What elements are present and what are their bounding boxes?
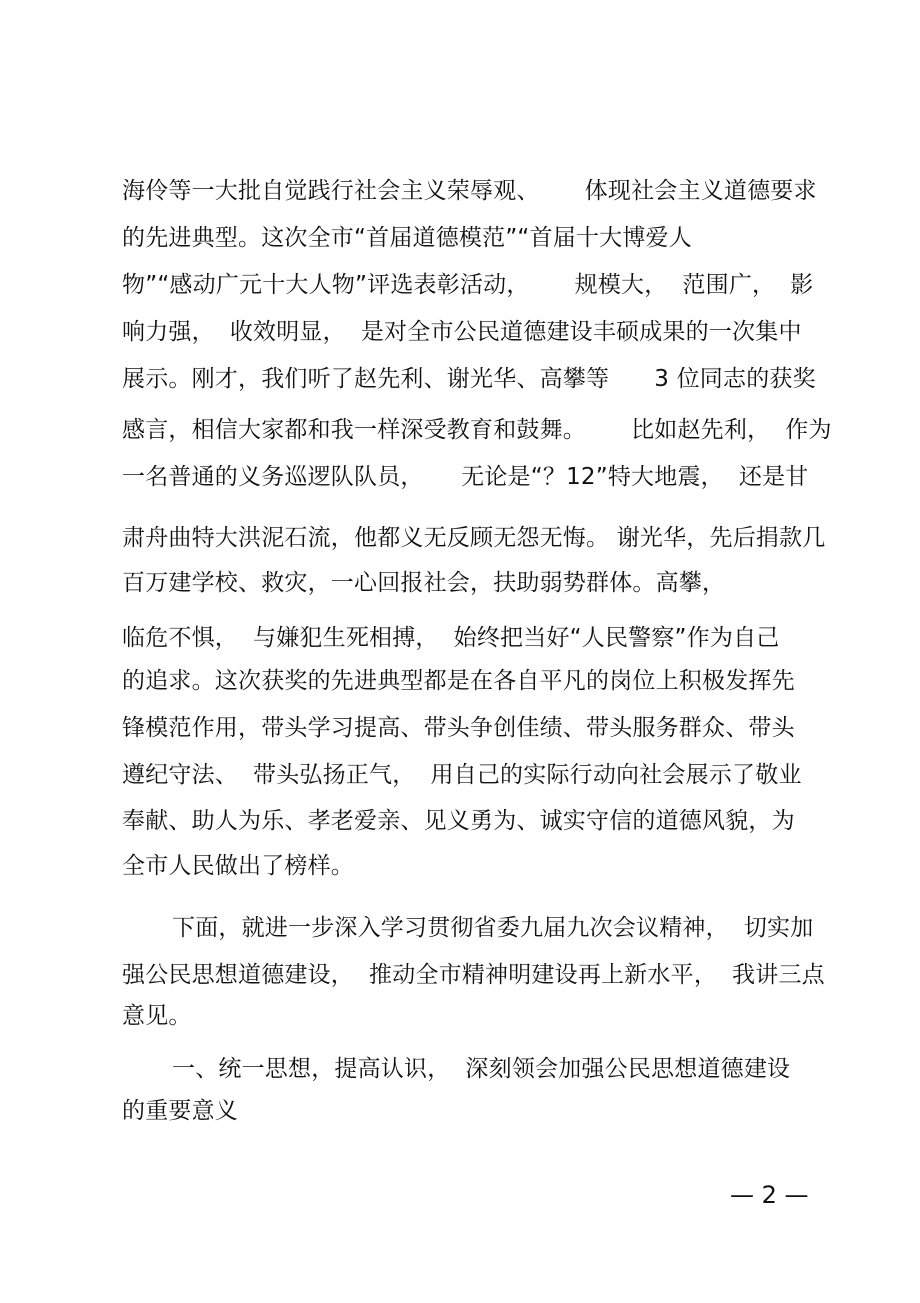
section-heading-line: 一、统一思想，提高认识， 深刻领会加强公民思想道德建设 [172,1056,791,1082]
body-text-line: 的追求。这次获奖的先进典型都是在各自平凡的岗位上积极发挥先 [122,668,795,694]
body-text-line: 感言，相信大家都和我一样深受教育和鼓舞。 比如赵先利， 作为 [122,417,832,443]
body-text-line: 一名普通的义务巡逻队队员， 无论是“？12”特大地震， 还是甘 [122,464,809,490]
body-text-line: 展示。刚才，我们听了赵先利、谢光华、高攀等 3 位同志的获奖 [122,366,816,392]
body-text-line: 的先进典型。这次全市“首届道德模范”“首届十大博爱人 [122,225,692,251]
body-text-line: 物”“感动广元十大人物”评选表彰活动， 规模大， 范围广， 影 [122,272,814,298]
section-heading-line: 的重要意义 [122,1098,238,1124]
body-text-line: 下面，就进一步深入学习贯彻省委九届九次会议精神， 切实加 [172,915,814,941]
body-text-line: 奉献、助人为乐、孝老爱亲、见义勇为、诚实守信的道德风貌，为 [122,808,795,834]
body-text-line: 意见。 [122,1003,192,1029]
body-text-line: 全市人民做出了榜样。 [122,853,354,879]
body-text-line: 锋模范作用，带头学习提高、带头争创佳绩、带头服务群众、带头 [122,715,795,741]
body-text-line: 肃舟曲特大洪泥石流，他都义无反顾无怨无悔。 谢光华，先后捐款几 [122,525,826,551]
body-text-line: 强公民思想道德建设， 推动全市精神明建设再上新水平， 我讲三点 [122,962,825,988]
body-text-line: 百万建学校、救灾，一心回报社会，扶助弱势群体。高攀， [122,570,726,596]
body-text-line: 临危不惧， 与嫌犯生死相搏， 始终把当好“人民警察”作为自己 [122,625,780,651]
body-text-line: 遵纪守法、 带头弘扬正气， 用自己的实际行动向社会展示了敬业 [122,762,802,788]
body-text-line: 海伶等一大批自觉践行社会主义荣辱观、 体现社会主义道德要求 [122,178,817,204]
page-number: — 2 — [730,1181,809,1209]
body-text-line: 响力强， 收效明显， 是对全市公民道德建设丰硕成果的一次集中 [122,319,802,345]
